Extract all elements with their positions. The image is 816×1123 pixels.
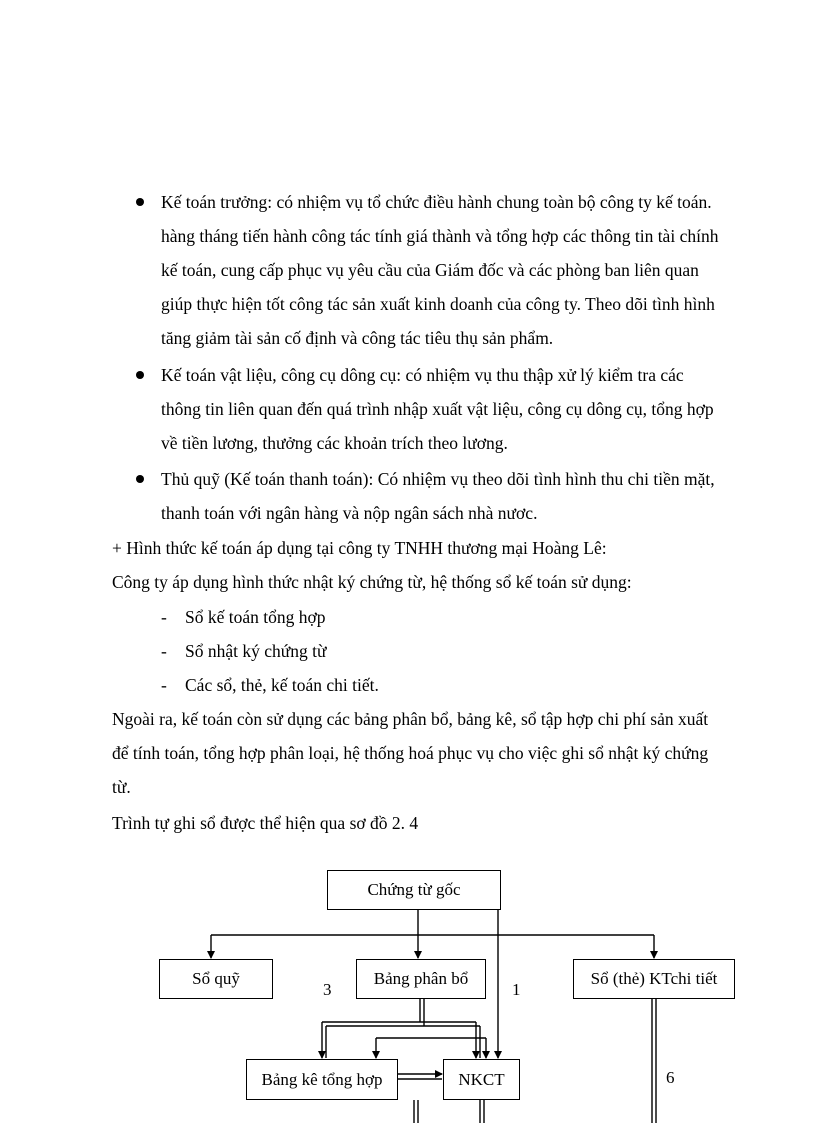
- dash-list-item: Sổ kế toán tổng hợp: [185, 607, 326, 627]
- text-line: Ngoài ra, kế toán còn sử dụng các bảng phân bổ, bảng kê, sổ tập hợp chi phí sản xuất: [112, 709, 709, 729]
- flow-label-1: 1: [512, 980, 521, 999]
- dash-marker: -: [161, 675, 167, 695]
- box-cash-book: Sổ quỹ: [159, 959, 273, 999]
- dash-marker: -: [161, 641, 167, 661]
- box-source-documents: Chứng từ gốc: [327, 870, 501, 910]
- text-line: giúp thực hiện tốt công tác sản xuất kinh doanh của công ty. Theo dõi tình hình: [161, 294, 715, 314]
- text-line: hàng tháng tiến hành công tác tính giá thành và tổng hợp các thông tin tài chính: [161, 226, 719, 246]
- box-allocation-table: Bảng phân bổ: [356, 959, 486, 999]
- text-line: Thủ quỹ (Kế toán thanh toán): Có nhiệm vụ theo dõi tình hình thu chi tiền mặt,: [161, 469, 715, 489]
- text-line: từ.: [112, 777, 131, 797]
- text-line: để tính toán, tổng hợp phân loại, hệ thống hoá phục vụ cho việc ghi sổ nhật ký chứng: [112, 743, 709, 763]
- text-line: tăng giảm tài sản cố định và công tác tiêu thụ sản phẩm.: [161, 328, 554, 348]
- dash-list-item: Các sổ, thẻ, kế toán chi tiết.: [185, 675, 379, 695]
- dash-marker: -: [161, 607, 167, 627]
- text-line: Kế toán trưởng: có nhiệm vụ tổ chức điều hành chung toàn bộ công ty kế toán.: [161, 192, 712, 212]
- flow-label-6: 6: [666, 1068, 675, 1087]
- box-nkct: NKCT: [443, 1059, 520, 1100]
- box-detail-ledger: Sổ (thẻ) KTchi tiết: [573, 959, 735, 999]
- text-line: kế toán, cung cấp phục vụ yêu cầu của Giám đốc và các phòng ban liên quan: [161, 260, 699, 280]
- dash-list-item: Sổ nhật ký chứng từ: [185, 641, 327, 661]
- box-summary-table: Bảng kê tổng hợp: [246, 1059, 398, 1100]
- flow-label-3: 3: [323, 980, 332, 999]
- section-heading: + Hình thức kế toán áp dụng tại công ty TNHH thương mại Hoàng Lê:: [112, 538, 607, 558]
- diagram-intro: Trình tự ghi sổ được thể hiện qua sơ đồ 2. 4: [112, 813, 419, 833]
- text-line: Kế toán vật liệu, công cụ dông cụ: có nhiệm vụ thu thập xử lý kiểm tra các: [161, 365, 684, 385]
- text-line: thông tin liên quan đến quá trình nhập xuất vật liệu, công cụ dông cụ, tổng hợp: [161, 399, 714, 419]
- text-line: về tiền lương, thưởng các khoản trích theo lương.: [161, 433, 508, 453]
- intro-text: Công ty áp dụng hình thức nhật ký chứng từ, hệ thống sổ kế toán sử dụng:: [112, 572, 632, 592]
- text-line: thanh toán với ngân hàng và nộp ngân sách nhà nươc.: [161, 503, 538, 523]
